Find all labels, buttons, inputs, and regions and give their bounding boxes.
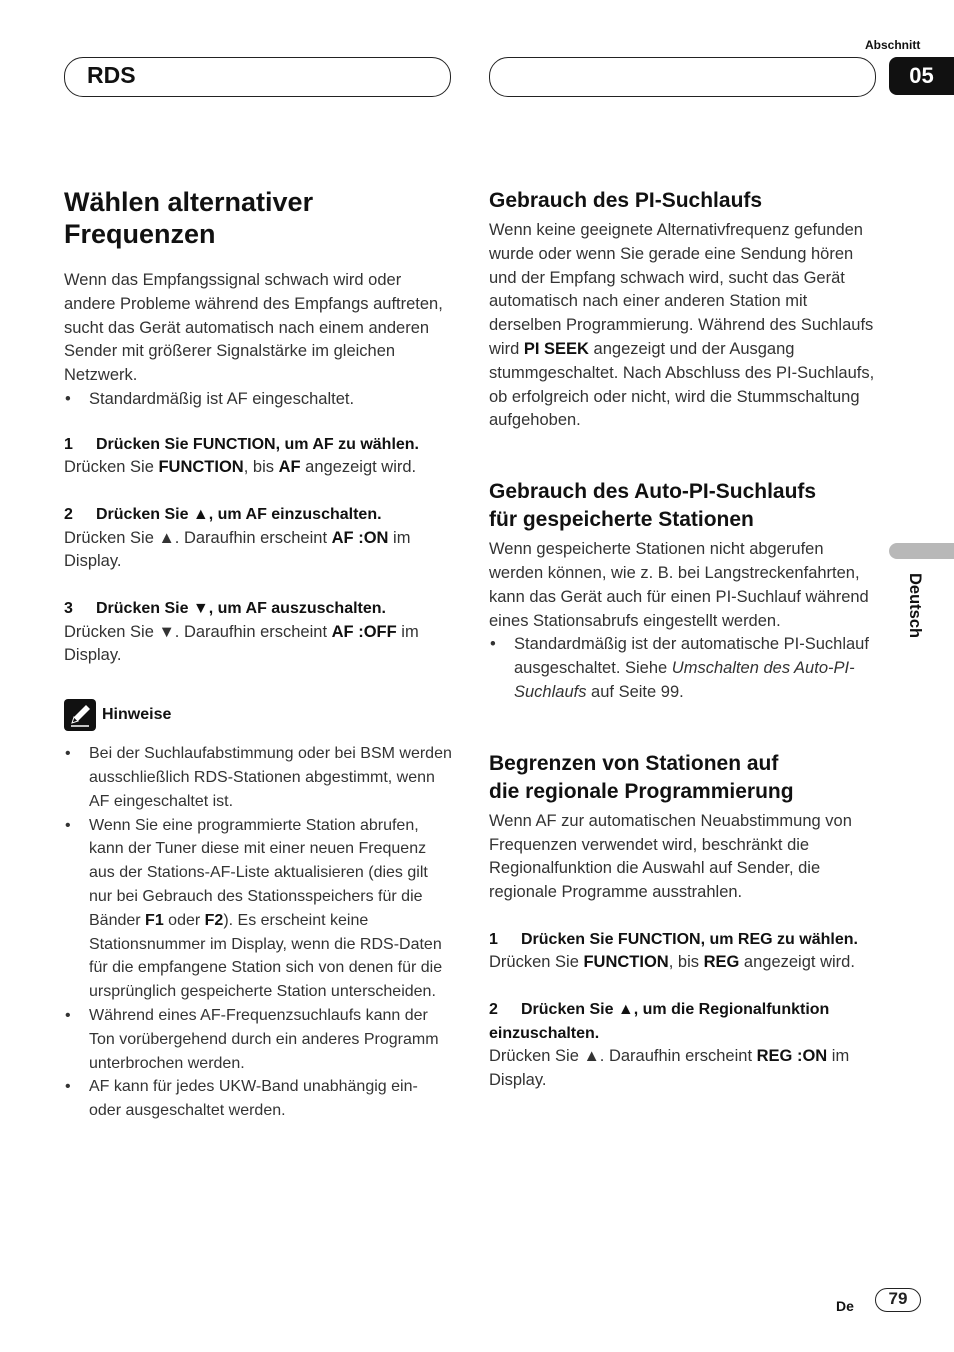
page-title	[64, 186, 454, 250]
step-bold: AF :ON	[331, 528, 389, 547]
note-bold: F2	[204, 911, 224, 929]
step-number: 2	[64, 506, 73, 524]
auto-pi-bullets	[489, 633, 877, 704]
step-2-text	[64, 527, 454, 575]
regional-paragraph: Wenn AF zur automatischen Neuabstimmung von Frequenzen verwendet wird, beschränkt die Regionalfunktion die Auswahl auf Sender, die regionale Programme ausstrahlen.	[489, 811, 852, 902]
step-title-text: Drücken Sie ▲, um AF einzuschalten.	[96, 506, 382, 524]
step-text: Drücken Sie	[489, 953, 584, 972]
step-bold: AF	[278, 458, 301, 477]
heading-line2: die regionale Programmierung	[489, 779, 794, 803]
step-text: Drücken Sie ▼. Daraufhin erscheint	[64, 622, 332, 641]
section-title-pill	[64, 57, 451, 97]
step-title-text: Drücken Sie FUNCTION, um REG zu wählen.	[521, 930, 858, 948]
step-title-text: Drücken Sie ▼, um AF auszuschalten.	[96, 600, 386, 618]
paragraph-text: Wenn keine geeignete Alternativfrequenz gefunden wurde oder wenn Sie gerade eine Sendung hören und der Empfang schwach wird, sucht das Gerät automatisch nach einer anderen Station mit derselben Programmierung. Während des Suchlaufs wird	[489, 221, 874, 358]
step-number: 3	[64, 600, 73, 618]
step-2-title	[64, 503, 454, 527]
step-text: im Display.	[489, 1047, 850, 1090]
step-bold: FUNCTION	[158, 458, 244, 477]
step-title-text: Drücken Sie FUNCTION, um AF zu wählen.	[96, 435, 419, 453]
step-text: angezeigt wird.	[739, 953, 855, 972]
reg-step-1-title	[489, 928, 877, 952]
step-number: 2	[489, 1001, 498, 1019]
section-subtitle-pill	[489, 57, 876, 97]
list-item: • AF kann für jedes UKW-Band unabhängig ein- oder ausgeschaltet werden.	[64, 1075, 454, 1123]
reg-step-1-text	[489, 951, 877, 975]
notes-label: Hinweise	[102, 706, 172, 724]
cross-reference: Umschalten des Auto-PI-Suchlaufs	[514, 659, 855, 701]
right-column	[489, 187, 877, 1093]
step-bold: AF :OFF	[331, 622, 397, 641]
page-number: 79	[875, 1288, 921, 1312]
footer-language: De	[836, 1298, 854, 1314]
step-1-text	[64, 456, 454, 480]
step-text: im Display.	[64, 622, 419, 665]
language-tab-label: Deutsch	[906, 573, 924, 639]
notes-list	[64, 742, 454, 1123]
section-label: Abschnitt	[865, 38, 921, 52]
list-item: • Während eines AF-Frequenzsuchlaufs kann der Ton vorübergehend durch ein anderes Programm unterbrochen werden.	[64, 1004, 454, 1075]
reg-step-2-title	[489, 998, 877, 1045]
reg-step-2-text	[489, 1045, 877, 1093]
language-tab	[889, 543, 954, 559]
heading-line1: Begrenzen von Stationen auf	[489, 751, 779, 775]
pi-seek-paragraph	[489, 219, 877, 433]
step-number: 1	[489, 930, 498, 948]
paragraph-text: angezeigt und der Ausgang stummgeschaltet. Nach Abschluss des PI-Suchlaufs, ob erfolgreich oder nicht, wird die Stummschaltung aufgehoben.	[489, 339, 875, 430]
step-1-title	[64, 433, 454, 457]
step-3-title	[64, 597, 454, 621]
list-item: • Standardmäßig ist AF eingeschaltet.	[64, 388, 454, 412]
step-3-text	[64, 621, 454, 669]
list-item: • Bei der Suchlaufabstimmung oder bei BSM werden ausschließlich RDS-Stationen abgestimmt, wenn AF eingeschaltet ist.	[64, 742, 454, 813]
step-text: , bis	[243, 458, 279, 477]
pencil-note-icon	[64, 699, 96, 731]
step-text: Drücken Sie ▲. Daraufhin erscheint	[489, 1047, 757, 1066]
step-bold: REG	[703, 953, 740, 972]
step-bold: FUNCTION	[583, 953, 669, 972]
step-number: 1	[64, 435, 73, 453]
step-text: im Display.	[64, 528, 411, 571]
note-text: Wenn Sie eine programmierte Station abrufen, kann der Tuner diese mit einer neuen Frequenz aus der Stations-AF-Liste aktualisieren (dies gilt nur bei Gebrauch des Stationsspeichers für die Bänder	[89, 816, 428, 929]
step-text: , bis	[668, 953, 704, 972]
page-title-line2: Frequenzen	[64, 219, 216, 249]
bullet-text: auf Seite 99.	[586, 682, 684, 701]
intro-paragraph: Wenn das Empfangssignal schwach wird oder andere Probleme während des Empfangs auftreten, sucht das Gerät automatisch nach einem anderen Sender mit größerer Signalstärke im gleichen Netzwerk.	[64, 271, 443, 385]
step-text: Drücken Sie ▲. Daraufhin erscheint	[64, 528, 332, 547]
heading-line1: Gebrauch des Auto-PI-Suchlaufs	[489, 480, 817, 504]
pi-seek-heading: Gebrauch des PI-Suchlaufs	[489, 189, 763, 212]
paragraph-bold: PI SEEK	[523, 339, 589, 358]
step-text: angezeigt wird.	[300, 458, 417, 477]
bullet-text: Standardmäßig ist der automatische PI-Suchlauf ausgeschaltet. Siehe	[514, 635, 869, 678]
step-bold: REG :ON	[756, 1047, 828, 1066]
step-text: Drücken Sie	[64, 458, 159, 477]
page-title-line1: Wählen alternativer	[64, 187, 314, 217]
regional-heading	[489, 750, 877, 806]
notes-heading	[64, 699, 454, 731]
left-column	[64, 186, 454, 1123]
intro-bullets	[64, 388, 454, 412]
auto-pi-paragraph: Wenn gespeicherte Stationen nicht abgerufen werden können, wie z. B. bei Langstreckenfahrten, kann das Gerät auch für einen PI-Suchlauf während eines Stationsabrufs eingestellt werden.	[489, 540, 869, 630]
section-number-badge: 05	[889, 57, 954, 95]
section-title: RDS	[87, 62, 136, 88]
step-title-text: Drücken Sie ▲, um die Regionalfunktion einzuschalten.	[489, 1001, 830, 1042]
note-text: ). Es erscheint keine Stationsnummer im Display, wenn die RDS-Daten für die empfangene Station sich von denen für die ursprünglich gespeicherte Station unterscheiden.	[89, 911, 443, 1001]
auto-pi-heading	[489, 478, 877, 534]
list-item	[64, 814, 454, 1004]
note-bold: F1	[145, 911, 164, 929]
list-item	[489, 633, 877, 704]
heading-line2: für gespeicherte Stationen	[489, 508, 754, 532]
note-text: oder	[163, 911, 205, 929]
